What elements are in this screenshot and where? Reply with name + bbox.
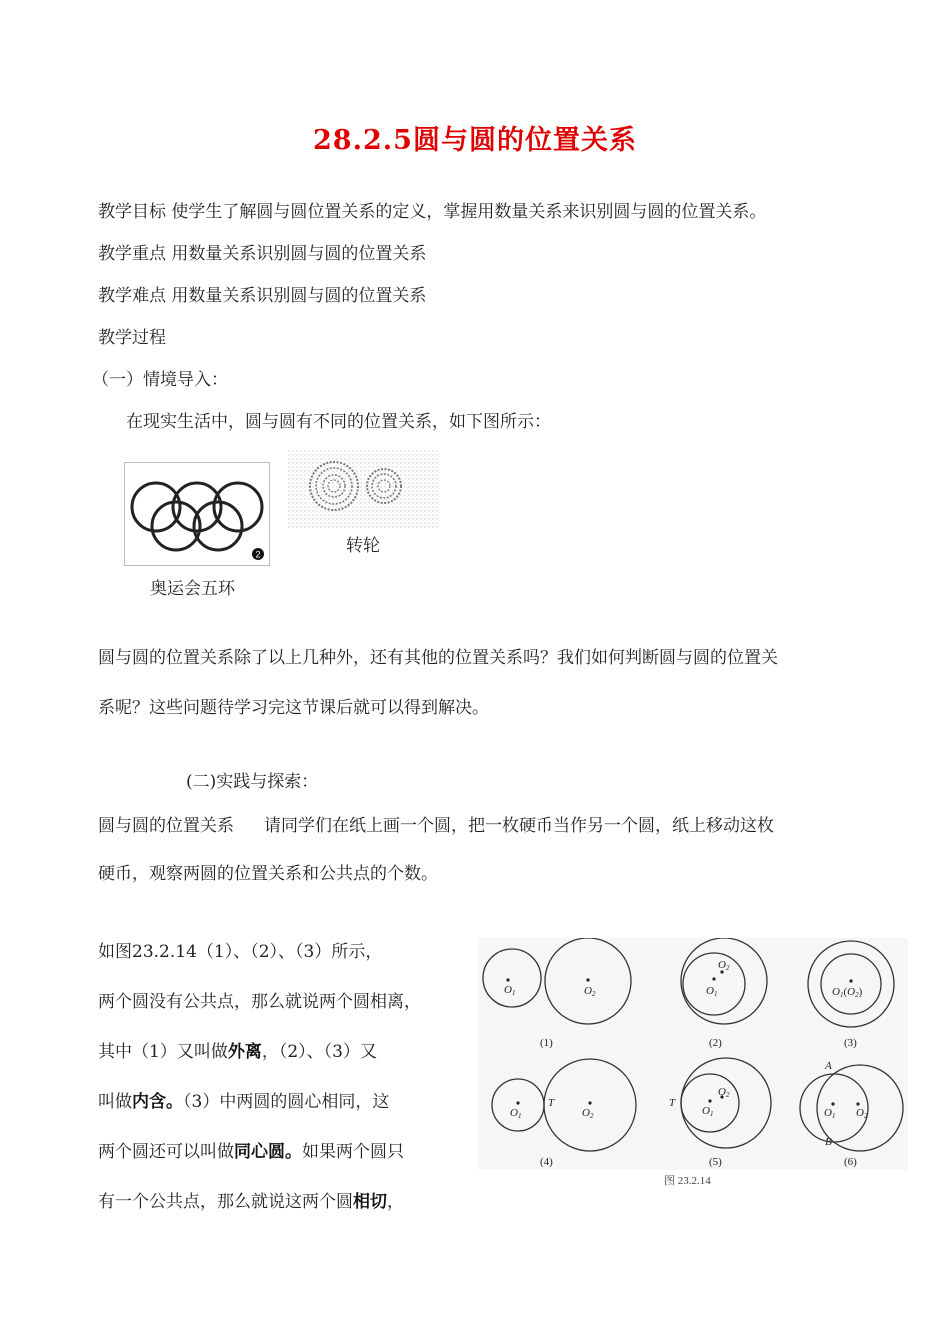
figure-caption: 图 23.2.14 — [664, 1175, 711, 1187]
term-tangent: 相切 — [353, 1192, 387, 1212]
para-line-3 — [98, 1040, 377, 1064]
svg-text:O1: O1 — [504, 984, 516, 997]
svg-text:(4): (4) — [540, 1156, 553, 1168]
svg-text:(1): (1) — [540, 1037, 553, 1049]
para-text: ，（2）、（3）又 — [261, 1042, 377, 1062]
para-text: 有一个公共点，那么就说这两个圆 — [98, 1192, 353, 1212]
difficulty-label: 教学难点 — [98, 286, 166, 306]
svg-text:(6): (6) — [844, 1156, 857, 1168]
para-line-1: 如图23.2.14（1）、（2）、（3）所示， — [98, 942, 383, 962]
term-internal: 内含。 — [132, 1092, 183, 1112]
section2-heading: (二)实践与探索： — [186, 772, 319, 792]
para-text: （3）中两圆的圆心相同，这 — [183, 1092, 390, 1112]
para-line-6 — [98, 1190, 404, 1214]
key-point-text: 用数量关系识别圆与圆的位置关系 — [171, 244, 427, 264]
para-line-4 — [98, 1090, 389, 1114]
svg-text:B: B — [825, 1136, 832, 1148]
svg-text:T: T — [669, 1097, 676, 1109]
svg-text:O2: O2 — [856, 1107, 868, 1120]
svg-text:O1: O1 — [510, 1107, 522, 1120]
page-title: 28.2.5圆与圆的位置关系 — [313, 125, 637, 156]
para-text: 其中（1）又叫做 — [98, 1042, 228, 1062]
para-line-5 — [98, 1140, 404, 1164]
svg-text:O2: O2 — [718, 959, 730, 972]
term-external: 外离 — [227, 1042, 262, 1062]
gears-image — [288, 450, 440, 528]
badge-number: 2 — [255, 549, 261, 560]
section2-line-2: 硬币，观察两圆的位置关系和公共点的个数。 — [98, 864, 438, 884]
svg-text:O2: O2 — [584, 985, 596, 998]
svg-text:(5): (5) — [709, 1156, 722, 1168]
svg-text:T: T — [548, 1097, 555, 1109]
svg-text:O1: O1 — [706, 985, 718, 998]
svg-text:O2: O2 — [718, 1086, 730, 1099]
olympic-caption: 奥运会五环 — [150, 579, 235, 599]
section1-heading: （一）情境导入： — [92, 370, 228, 390]
section2-text-1: 请同学们在纸上画一个圆，把一枚硬币当作另一个圆，纸上移动这枚 — [264, 816, 774, 836]
section2-line-1 — [98, 814, 774, 838]
svg-text:A: A — [825, 1060, 832, 1072]
objective-text: 使学生了解圆与圆位置关系的定义，掌握用数量关系来识别圆与圆的位置关系。 — [171, 202, 767, 222]
svg-text:O1: O1 — [702, 1105, 714, 1118]
olympic-rings-image — [124, 462, 270, 566]
difficulty-line — [98, 284, 426, 308]
objective-line — [98, 200, 766, 224]
section1-intro: 在现实生活中，圆与圆有不同的位置关系，如下图所示： — [126, 412, 551, 432]
question-line-1: 圆与圆的位置关系除了以上几种外，还有其他的位置关系吗？我们如何判断圆与圆的位置关 — [98, 648, 778, 668]
section2-label: 圆与圆的位置关系 — [98, 816, 234, 836]
para-text: 叫做 — [98, 1092, 132, 1112]
key-point-label: 教学重点 — [98, 244, 166, 264]
svg-text:(3): (3) — [844, 1037, 857, 1049]
question-line-2: 系呢？这些问题待学习完这节课后就可以得到解决。 — [98, 698, 489, 718]
para-text: 如果两个圆只 — [302, 1142, 404, 1162]
svg-text:O2: O2 — [582, 1107, 594, 1120]
para-text: 两个圆还可以叫做 — [98, 1142, 234, 1162]
svg-text:O1(O2): O1(O2) — [832, 986, 863, 999]
term-concentric: 同心圆。 — [234, 1142, 302, 1162]
circle-position-figure — [478, 938, 908, 1190]
gear-caption: 转轮 — [346, 536, 380, 556]
difficulty-text: 用数量关系识别圆与圆的位置关系 — [171, 286, 427, 306]
process-label: 教学过程 — [98, 328, 166, 348]
key-point-line — [98, 242, 426, 266]
objective-label: 教学目标 — [98, 202, 166, 222]
para-line-2: 两个圆没有公共点，那么就说两个圆相离， — [98, 992, 421, 1012]
svg-text:O1: O1 — [824, 1107, 836, 1120]
svg-text:(2): (2) — [709, 1037, 722, 1049]
para-text: ， — [387, 1192, 404, 1212]
